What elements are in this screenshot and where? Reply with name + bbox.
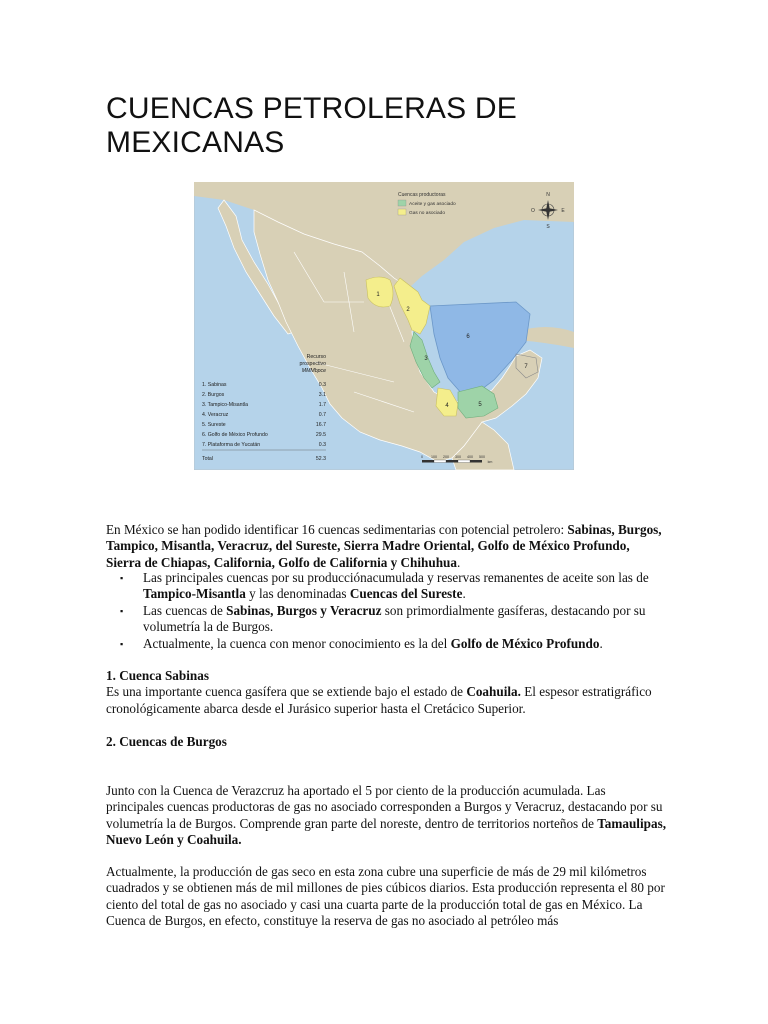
svg-text:500: 500 xyxy=(479,455,485,459)
basin-label-1: 1 xyxy=(376,292,380,298)
basin-label-5: 5 xyxy=(478,402,482,408)
table-header-line3: MMMbpce xyxy=(301,368,326,374)
section-sabinas: 1. Cuenca Sabinas Es una importante cuenca gasífera que se extiende bajo el estado de Coahuila. El espesor estratigráfico cronológicamente abarca desde el Jurásico superior hasta el Cretácico Superior. xyxy=(106,668,652,716)
table-row-name: 3. Tampico-Misantla xyxy=(202,402,249,408)
basin-label-6: 6 xyxy=(466,334,470,340)
compass-n: N xyxy=(546,192,550,198)
section-heading: 1. Cuenca Sabinas xyxy=(106,668,209,683)
legend-label-oil: Aceite y gas asociado xyxy=(409,202,456,207)
table-row-name: Total xyxy=(202,456,213,462)
svg-text:100: 100 xyxy=(431,455,437,459)
table-row-value: 0.3 xyxy=(318,442,326,448)
compass-o: O xyxy=(531,208,535,214)
table-row-name: 2. Burgos xyxy=(202,392,225,398)
table-row-name: 7. Plataforma de Yucatán xyxy=(202,442,261,448)
svg-text:0: 0 xyxy=(421,455,423,459)
basin-label-4: 4 xyxy=(445,403,449,409)
legend-swatch-gas xyxy=(398,209,406,215)
table-row-value: 0.7 xyxy=(318,412,326,418)
table-row-value: 52.3 xyxy=(315,456,326,462)
table-row-value: 3.1 xyxy=(318,392,326,398)
burgos-paragraph-2: Actualmente, la producción de gas seco en esta zona cubre una superficie de más de 29 mil kilómetros cuadrados y se obtienen más de mil millones de pies cúbicos diarios. Esta producción representa el 80 por ciento del total de gas no asociado y casi una cuarta parte de la producción total de gas en México. La Cuenca de Burgos, en efecto, constituye la reserva de gas no asociado al petróleo más xyxy=(106,864,665,929)
table-header-line1: Recurso xyxy=(306,354,326,360)
svg-text:400: 400 xyxy=(467,455,473,459)
bullet-marker: ▪ xyxy=(120,606,124,616)
basin-label-7: 7 xyxy=(524,364,528,370)
basin-label-3: 3 xyxy=(424,356,428,362)
page-title: CUENCAS PETROLERAS DE MEXICANAS xyxy=(106,92,517,159)
svg-text:200: 200 xyxy=(443,455,449,459)
compass-s: S xyxy=(546,224,550,230)
table-row-value: 29.5 xyxy=(315,432,326,438)
compass-e: E xyxy=(561,208,565,214)
table-header-line2: prospectivo xyxy=(299,361,326,367)
intro-paragraph: En México se han podido identificar 16 cuencas sedimentarias con potencial petrolero: Sabinas, Burgos, Tampico, Misantla, Veracruz, del Sureste, Sierra Madre Oriental, Golfo de México Profundo, Sierra de Chiapas, California, Golfo de California y Chihuhua. xyxy=(106,522,662,570)
legend-title: Cuencas productoras xyxy=(398,192,446,198)
table-row-value: 1.7 xyxy=(318,402,326,408)
table-row-name: 1. Sabinas xyxy=(202,382,227,388)
table-row-value: 0.3 xyxy=(318,382,326,388)
table-row-name: 4. Veracruz xyxy=(202,412,229,418)
legend-swatch-oil xyxy=(398,200,406,206)
bullet-marker: ▪ xyxy=(120,573,124,583)
basins-map xyxy=(194,182,574,470)
svg-text:km: km xyxy=(487,460,493,464)
table-row-value: 16.7 xyxy=(315,422,326,428)
svg-text:300: 300 xyxy=(455,455,461,459)
section-heading-burgos: 2. Cuencas de Burgos xyxy=(106,734,227,749)
burgos-paragraph-1: Junto con la Cuenca de Verazcruz ha aportado el 5 por ciento de la producción acumulada. Las principales cuencas productoras de gas no asociado corresponden a Burgos y Veracruz, destacando por su volumetría la de Burgos. Comprende gran parte del noreste, dentro de territorios norteños de Tamaulipas, Nuevo León y Coahuila. xyxy=(106,783,666,848)
table-row-name: 6. Golfo de México Profundo xyxy=(202,432,268,438)
table-row-name: 5. Sureste xyxy=(202,422,226,428)
legend-label-gas: Gas no asociado xyxy=(409,211,446,216)
basin-label-2: 2 xyxy=(406,307,410,313)
bullet-marker: ▪ xyxy=(120,639,124,649)
